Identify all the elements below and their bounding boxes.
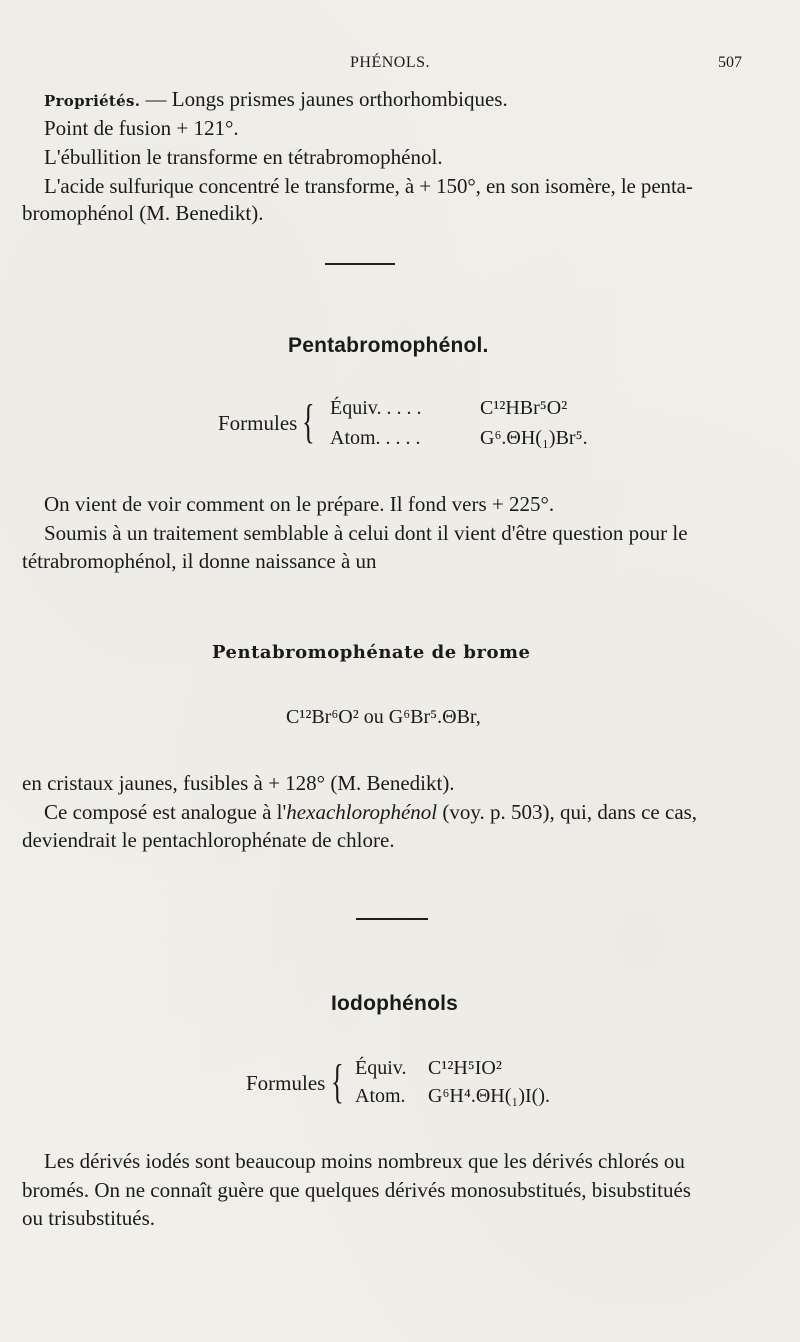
melting-point-line: Point de fusion + 121°. xyxy=(44,116,239,140)
iodo-atom-name: Atom. xyxy=(355,1085,406,1107)
iodo-equiv-value: C¹²H⁵IO² xyxy=(428,1057,502,1079)
properties-label: Propriétés. xyxy=(44,92,141,110)
iodo-para-line-3: ou trisubstitués. xyxy=(22,1206,156,1230)
section-title-pentabromophenate: Pentabromophénate de brome xyxy=(212,642,531,663)
formula-atom-value: G⁶.ΘH(₁)Br⁵. xyxy=(480,427,588,449)
treatment-line-1: Soumis à un traitement semblable à celui dont il vient d'être question pour le xyxy=(44,521,688,545)
formula-brace-2: { xyxy=(331,1055,344,1108)
section-title-pentabromophenol: Pentabromophénol. xyxy=(288,334,489,357)
crystals-line: en cristaux jaunes, fusibles à + 128° (M. Benedikt). xyxy=(22,771,455,795)
sulfuric-acid-line-cont: bromophénol (M. Benedikt). xyxy=(22,201,264,225)
analogue-text-after: (voy. p. 503), qui, dans ce cas, xyxy=(437,800,698,824)
iodo-para-line-2: bromés. On ne connaît guère que quelques dérivés monosubstitués, bisubstitués xyxy=(22,1178,691,1202)
formula-equiv-name: Équiv. . . . . xyxy=(330,397,422,419)
formulas-label-1: Formules xyxy=(218,411,298,435)
properties-line-1 xyxy=(44,86,508,114)
analogue-text-italic: hexachlorophénol xyxy=(286,800,438,824)
properties-text: — Longs prismes jaunes orthorhombiques. xyxy=(145,87,508,111)
sulfuric-acid-line: L'acide sulfurique concentré le transforme, à + 150°, en son isomère, le penta- xyxy=(44,174,693,198)
formula-atom-name: Atom. . . . . xyxy=(330,427,421,449)
section-divider-1 xyxy=(325,263,395,265)
running-title: PHÉNOLS. xyxy=(350,54,431,71)
section-title-iodophenols: Iodophénols xyxy=(331,992,459,1015)
iodo-para-line-1: Les dérivés iodés sont beaucoup moins nombreux que les dérivés chlorés ou xyxy=(44,1149,685,1173)
boiling-line: L'ébullition le transforme en tétrabromophénol. xyxy=(44,145,443,169)
page-number: 507 xyxy=(718,54,742,71)
analogue-line xyxy=(44,799,697,825)
formulas-label-2: Formules xyxy=(246,1071,326,1095)
treatment-line-2: tétrabromophénol, il donne naissance à un xyxy=(22,549,377,573)
analogue-text-before: Ce composé est analogue à l' xyxy=(44,800,287,824)
formula-brace-1: { xyxy=(302,395,315,448)
section-divider-2 xyxy=(356,918,428,920)
pentabromophenate-formula: C¹²Br⁶O² ou G⁶Br⁵.ΘBr, xyxy=(286,706,481,728)
iodo-atom-value: G⁶H⁴.ΘH(₁)I(). xyxy=(428,1085,550,1107)
formula-equiv-value: C¹²HBr⁵O² xyxy=(480,397,568,419)
iodo-equiv-name: Équiv. xyxy=(355,1057,407,1079)
analogue-line-cont: deviendrait le pentachlorophénate de chlore. xyxy=(22,828,395,852)
preparation-line: On vient de voir comment on le prépare. Il fond vers + 225°. xyxy=(44,492,555,516)
